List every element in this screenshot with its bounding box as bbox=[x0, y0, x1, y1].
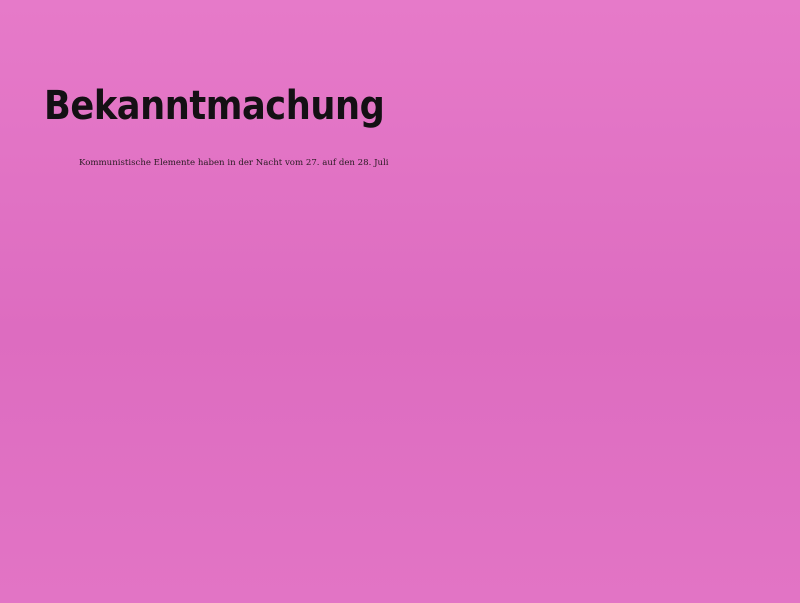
german-line: Kommunistische Elemente haben in der Nacht vom 27. auf den 28. Juli bbox=[79, 158, 389, 168]
german-body bbox=[44, 154, 389, 173]
german-title: Bekanntmachung bbox=[44, 82, 385, 129]
german-paragraph bbox=[44, 154, 389, 173]
